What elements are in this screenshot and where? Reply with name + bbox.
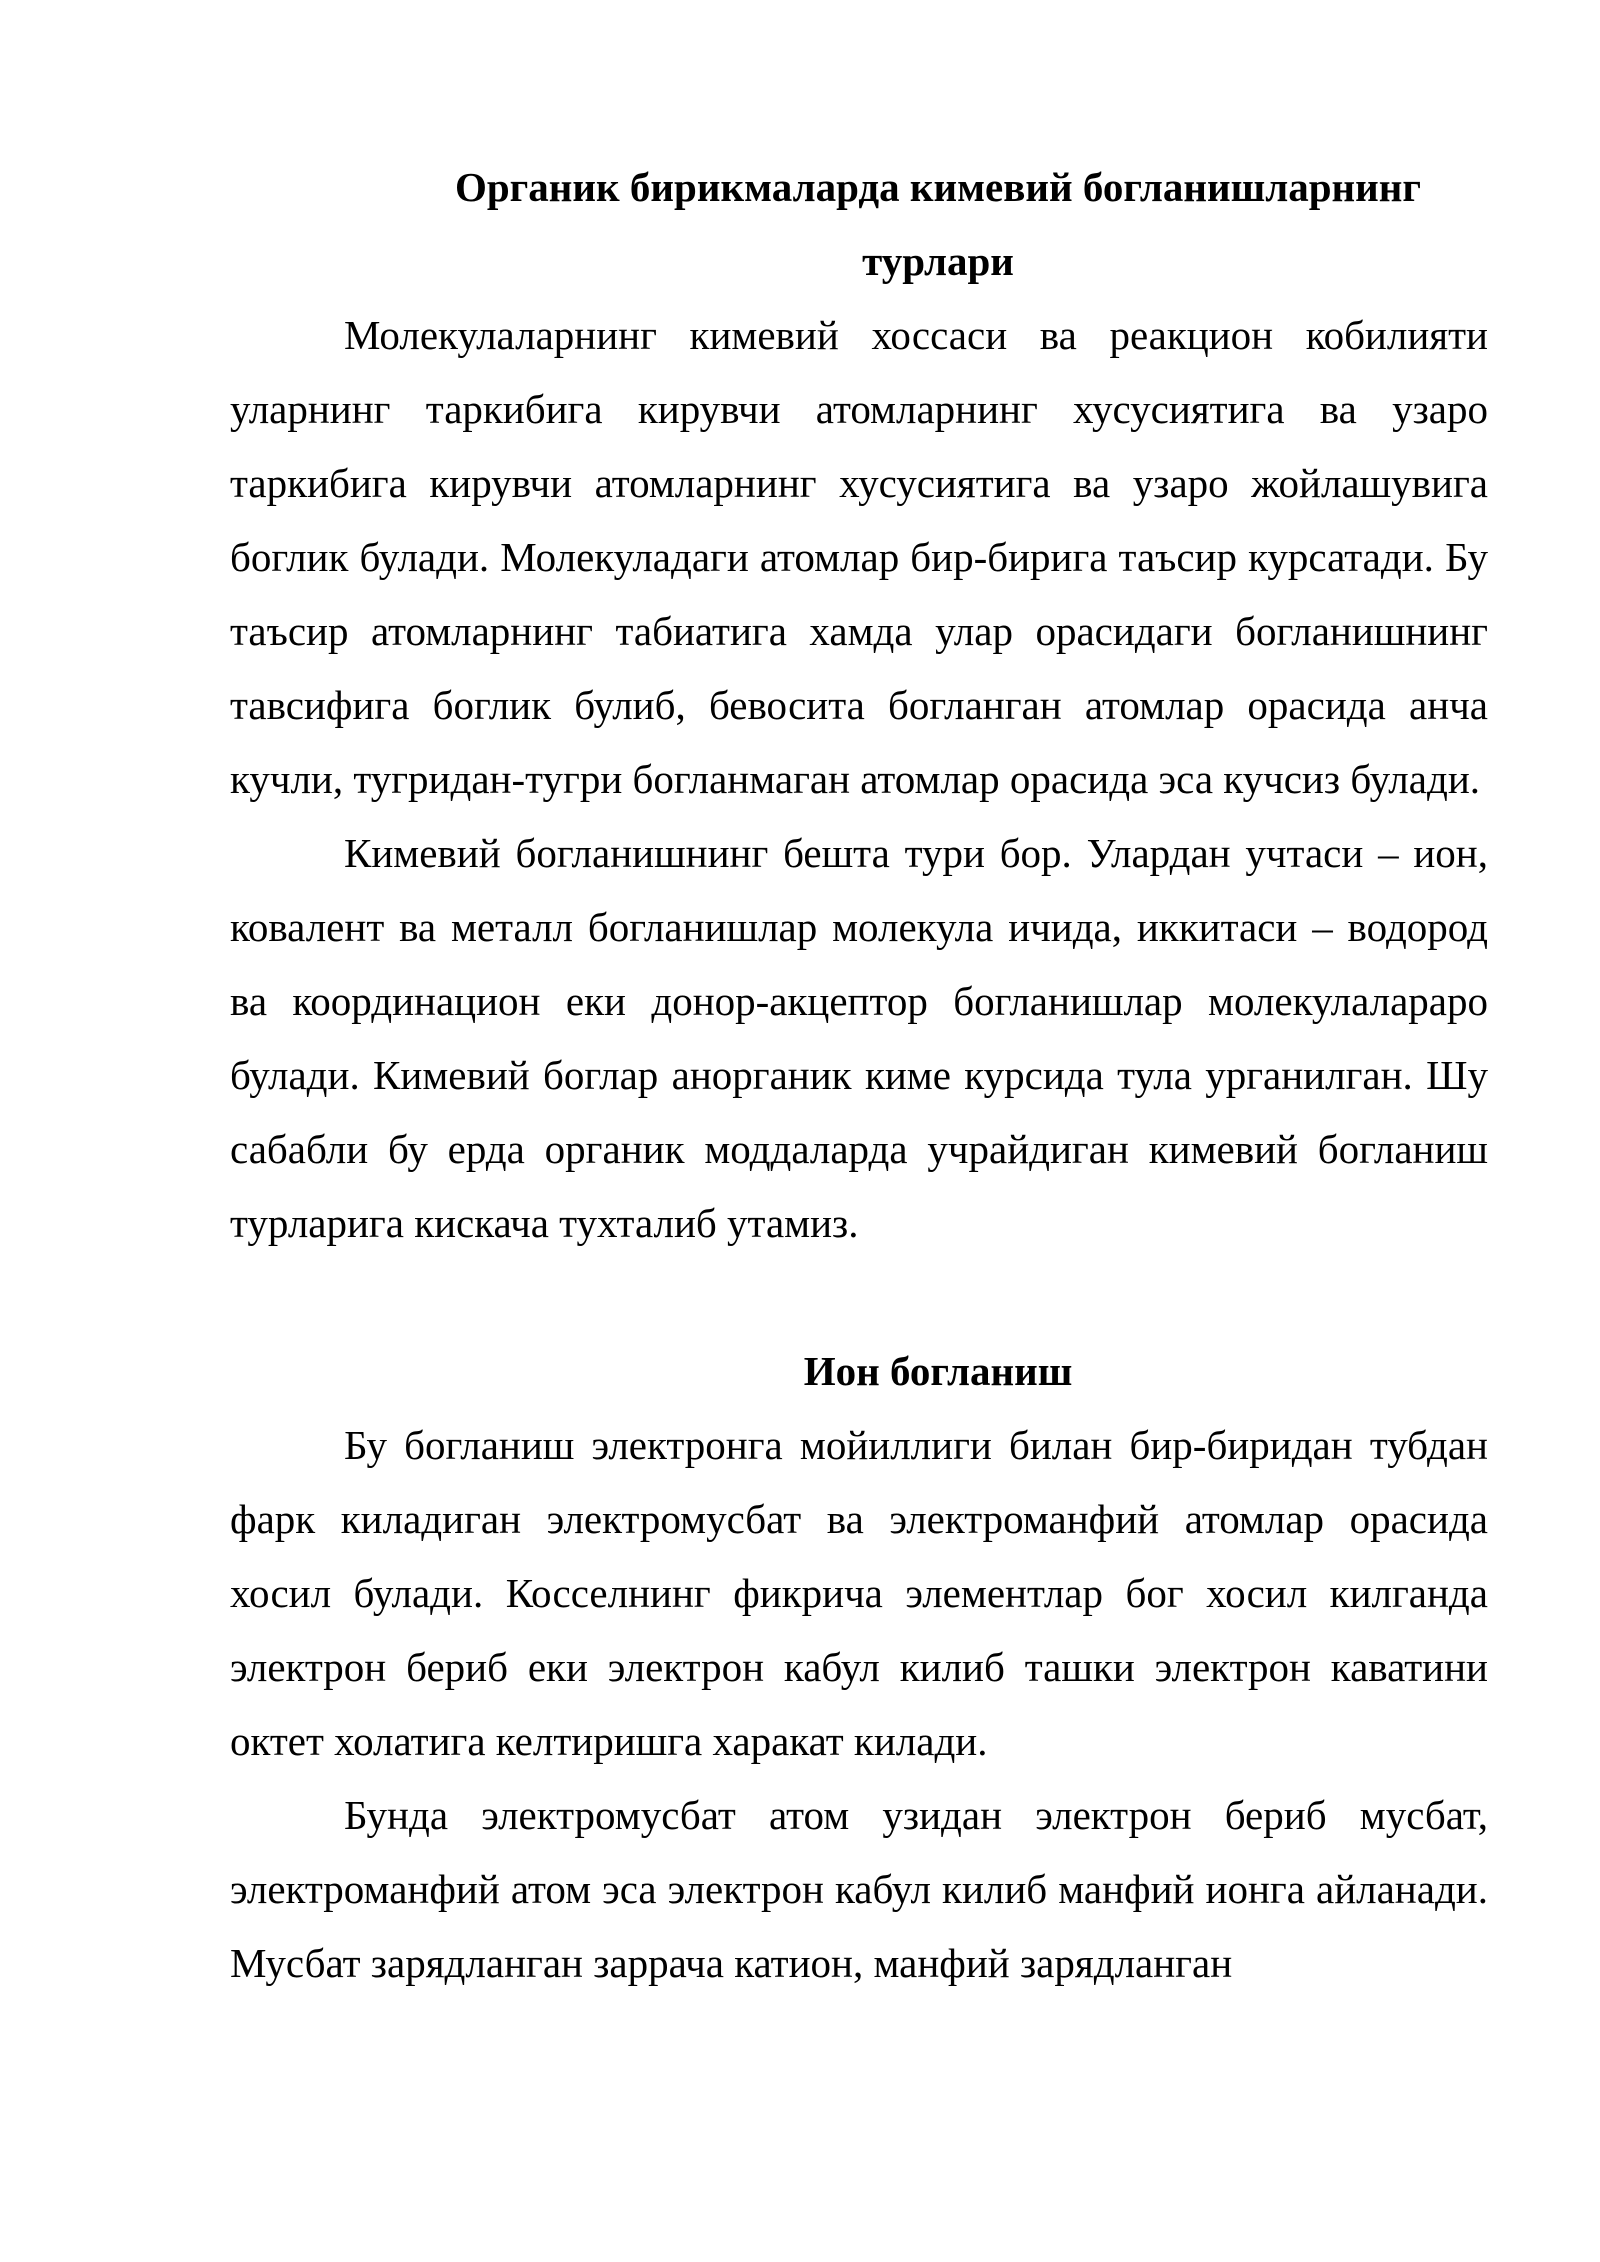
- paragraph-molecular-properties: Молекулаларнинг кимевий хоссаси ва реакцион кобилияти уларнинг таркибига кирувчи атомларнинг хусусиятига ва узаро таркибига кирувчи атомларнинг хусусиятига ва узаро жойлашувига боглик булади. Молекуладаги атомлар бир-бирига таъсир курсатади. Бу таъсир атомларнинг табиатига хамда улар орасидаги богланишнинг тавсифига боглик булиб, бевосита богланган атомлар орасида анча кучли, тугридан-тугри богланмаган атомлар орасида эса кучсиз булади.: [230, 312, 1488, 802]
- document-title: Органик бирикмаларда кимевий богланишларнинг турлари: [454, 164, 1422, 284]
- paragraph-ionic-bond-formation: Бу богланиш электронга мойиллиги билан бир-биридан тубдан фарк киладиган электромусбат ва электроманфий атомлар орасида хосил булади. Косселнинг фикрича элементлар бог хосил килганда электрон бериб еки электрон кабул килиб ташки электрон каватини октет холатига келтиришга харакат килади.: [230, 1422, 1488, 1764]
- document-body: [230, 150, 1488, 2000]
- paragraph-cation-anion: Бунда электромусбат атом узидан электрон бериб мусбат, электроманфий атом эса электрон кабул килиб манфий ионга айланади. Мусбат зарядланган заррача катион, манфий зарядланган: [230, 1792, 1488, 1986]
- section-spacer: [230, 1260, 1488, 1334]
- section-heading-ionic-bond: Ион богланиш: [803, 1348, 1073, 1394]
- paragraph-bond-types: Кимевий богланишнинг бешта тури бор. Улардан учтаси – ион, ковалент ва металл богланишлар молекула ичида, иккитаси – водород ва координацион еки донор-акцептор богланишлар молекулалараро булади. Кимевий боглар анорганик киме курсида тула урганилган. Шу сабабли бу ерда органик моддаларда учрайдиган кимевий богланиш турларига кискача тухталиб утамиз.: [230, 830, 1488, 1246]
